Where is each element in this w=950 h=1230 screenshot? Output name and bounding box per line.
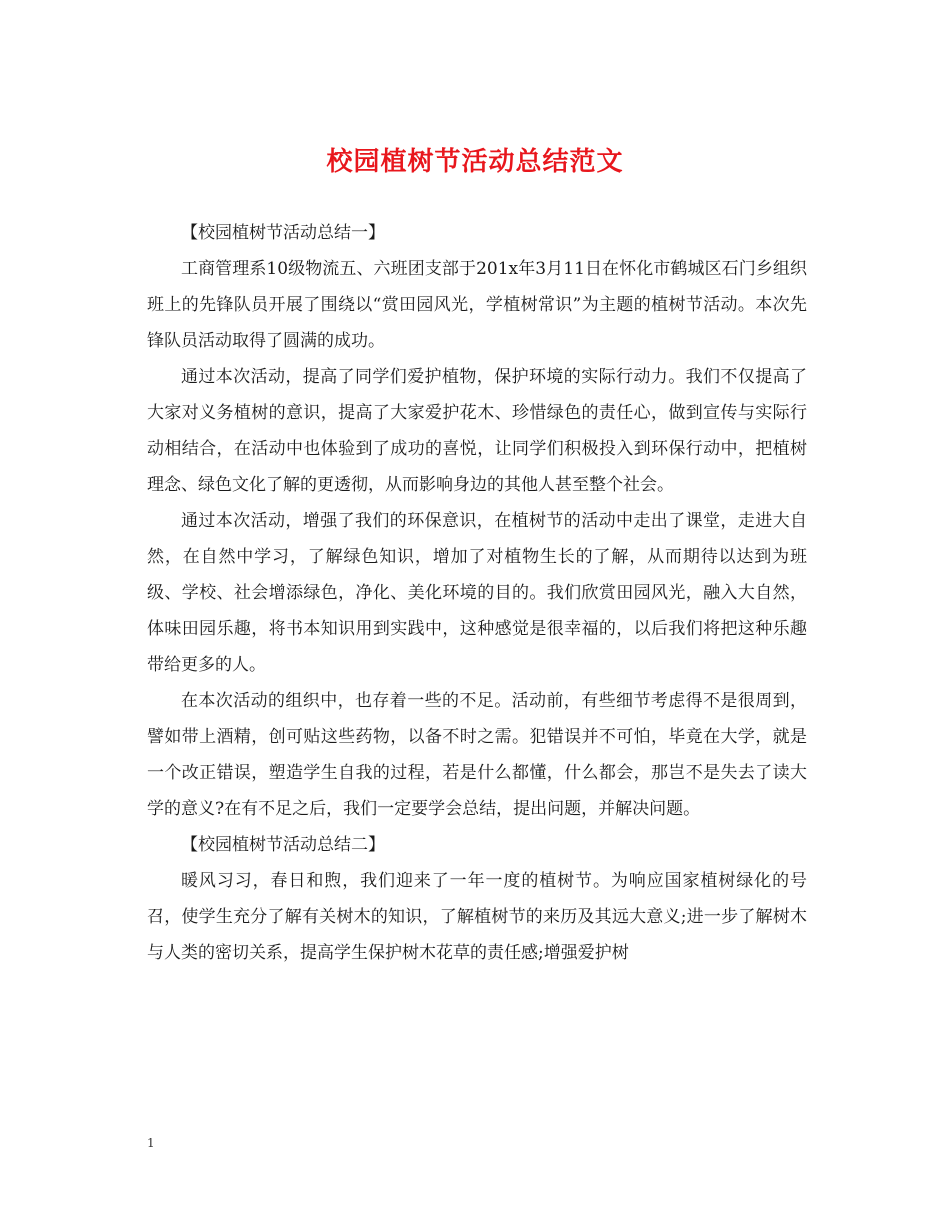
paragraph-4: 在本次活动的组织中，也存着一些的不足。活动前，有些细节考虑得不是很周到，譬如带上酒精，创可贴这些药物，以备不时之需。犯错误并不可怕，毕竟在大学，就是一个改正错误，塑造学生自我的过程，若是什么都懂，什么都会，那岂不是失去了读大学的意义?在有不足之后，我们一定要学会总结，提出问题，并解决问题。 xyxy=(147,691,807,819)
paragraph-2: 通过本次活动，提高了同学们爱护植物，保护环境的实际行动力。我们不仅提高了大家对义务植树的意识，提高了大家爱护花木、珍惜绿色的责任心，做到宣传与实际行动相结合，在活动中也体验到了成功的喜悦，让同学们积极投入到环保行动中，把植树理念、绿色文化了解的更透彻，从而影响身边的其他人甚至整个社会。 xyxy=(147,367,807,495)
section-heading-1: 【校园植树节活动总结一】 xyxy=(181,223,385,243)
document-title: 校园植树节活动总结范文 xyxy=(326,147,624,177)
paragraph-5: 暖风习习，春日和煦，我们迎来了一年一度的植树节。为响应国家植树绿化的号召，使学生充分了解有关树木的知识，了解植树节的来历及其远大意义;进一步了解树木与人类的密切关系，提高学生保护树木花草的责任感;增强爱护树 xyxy=(147,871,807,963)
page-number: 1 xyxy=(147,1136,155,1150)
document-body xyxy=(147,215,807,971)
paragraph-1: 工商管理系10级物流五、六班团支部于201x年3月11日在怀化市鹤城区石门乡组织班上的先锋队员开展了围绕以“赏田园风光，学植树常识”为主题的植树节活动。本次先锋队员活动取得了圆满的成功。 xyxy=(147,259,807,351)
section-heading-2: 【校园植树节活动总结二】 xyxy=(181,835,385,855)
paragraph-3: 通过本次活动，增强了我们的环保意识，在植树节的活动中走出了课堂，走进大自然，在自然中学习，了解绿色知识，增加了对植物生长的了解，从而期待以达到为班级、学校、社会增添绿色，净化、美化环境的目的。我们欣赏田园风光，融入大自然，体味田园乐趣，将书本知识用到实践中，这种感觉是很幸福的，以后我们将把这种乐趣带给更多的人。 xyxy=(147,511,807,675)
